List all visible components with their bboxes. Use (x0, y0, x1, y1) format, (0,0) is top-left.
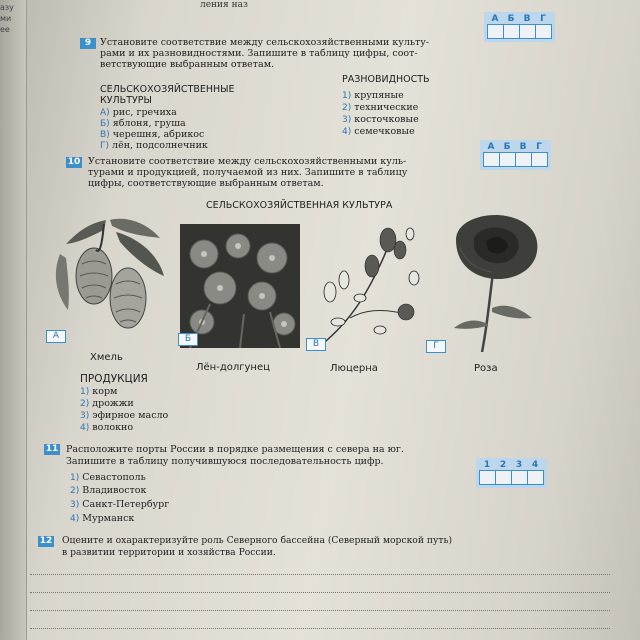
answer-column-label: 3 (515, 460, 523, 470)
cut-off-text: ления наз (200, 0, 248, 10)
q9-left-header: КУЛЬТУРЫ (100, 95, 152, 106)
answer-cell[interactable] (516, 153, 532, 166)
q10-products-header: ПРОДУКЦИЯ (80, 373, 148, 385)
q10-product-item: 1) корм (80, 386, 118, 397)
answer-cell[interactable] (528, 471, 543, 484)
q10-text-line: цифры, соответствующие выбранным ответам. (88, 178, 324, 189)
answer-cell[interactable] (496, 471, 512, 484)
q10-answer-table (480, 140, 551, 170)
answer-cell[interactable] (512, 471, 528, 484)
picture-caption: Роза (474, 363, 498, 374)
answer-column-label: В (523, 14, 531, 24)
q9-right-item: 4) семечковые (342, 126, 415, 137)
flax-photo (180, 224, 300, 348)
q9-left-item: Б) яблоня, груша (100, 118, 186, 129)
answer-column-label: 4 (531, 460, 539, 470)
q11-answer-table (476, 458, 547, 488)
q9-right-header: РАЗНОВИДНОСТЬ (342, 74, 430, 85)
q9-right-item: 2) технические (342, 102, 419, 113)
picture-label-c: В (306, 338, 326, 351)
answer-line[interactable] (30, 610, 610, 611)
q9-text-line: ветствующие выбранным ответам. (100, 59, 275, 70)
answer-column-label: А (487, 142, 495, 152)
answer-line[interactable] (30, 574, 610, 575)
q9-left-header: СЕЛЬСКОХОЗЯЙСТВЕННЫЕ (100, 84, 235, 95)
picture-caption: Лён-долгунец (196, 362, 270, 373)
q10-product-item: 3) эфирное масло (80, 410, 169, 421)
q11-port-item: 3) Санкт-Петербург (70, 499, 170, 510)
alfalfa-illustration (310, 222, 426, 350)
q11-text-line: Расположите порты России в порядке размещения с севера на юг. (66, 444, 404, 455)
q12-text-line: Оцените и охарактеризуйте роль Северного бассейна (Северный морской путь) (62, 535, 453, 546)
question-11-number: 11 (45, 444, 59, 454)
q11-port-item: 2) Владивосток (70, 485, 147, 496)
answer-column-label: Г (540, 14, 546, 24)
answer-column-label: Б (507, 14, 515, 24)
q9-left-item: В) черешня, абрикос (100, 129, 205, 140)
margin-fragment: азу (0, 3, 14, 12)
q9-right-item: 3) косточковые (342, 114, 419, 125)
answer-cell[interactable] (536, 25, 551, 38)
answer-column-label: Б (503, 142, 511, 152)
answer-line[interactable] (30, 628, 610, 629)
q9-right-item: 1) крупяные (342, 90, 404, 101)
answer-cell[interactable] (504, 25, 520, 38)
answer-cell[interactable] (484, 153, 500, 166)
answer-cell[interactable] (488, 25, 504, 38)
q11-text-line: Запишите в таблицу получившуюся последовательность цифр. (66, 456, 384, 467)
margin-fragment: ми (0, 14, 12, 23)
q12-text-line: в развитии территории и хозяйства России. (62, 547, 276, 558)
question-12-number: 12 (39, 536, 53, 546)
previous-page-edge (0, 0, 27, 640)
picture-caption: Люцерна (330, 363, 378, 374)
picture-label-a: А (46, 330, 66, 343)
q10-product-item: 4) волокно (80, 422, 134, 433)
q9-text-line: Установите соответствие между сельскохозяйственными культу- (100, 37, 430, 48)
question-10-number: 10 (67, 157, 81, 167)
margin-fragment: ее (0, 25, 10, 34)
answer-line[interactable] (30, 592, 610, 593)
picture-caption: Хмель (90, 352, 123, 363)
picture-label-d: Г (426, 340, 446, 353)
picture-label-b: Б (178, 333, 198, 346)
q10-text-line: турами и продукцией, получаемой из них. Запишите в таблицу (88, 167, 408, 178)
answer-column-label: А (491, 14, 499, 24)
q9-left-item: Г) лён, подсолнечник (100, 140, 208, 151)
answer-column-label: 2 (499, 460, 507, 470)
q11-port-item: 1) Севастополь (70, 472, 146, 483)
answer-column-label: Г (536, 142, 542, 152)
answer-cell[interactable] (532, 153, 547, 166)
q9-answer-table (484, 12, 555, 42)
q9-left-item: А) рис, гречиха (100, 107, 177, 118)
answer-cell[interactable] (520, 25, 536, 38)
q11-port-item: 4) Мурманск (70, 513, 135, 524)
q10-product-item: 2) дрожжи (80, 398, 134, 409)
hops-illustration (46, 214, 174, 348)
q9-text-line: рами и их разновидностями. Запишите в таблицу цифры, соот- (100, 48, 418, 59)
question-9-number: 9 (80, 38, 96, 49)
answer-cell[interactable] (500, 153, 516, 166)
q10-pictures-header: СЕЛЬСКОХОЗЯЙСТВЕННАЯ КУЛЬТУРА (206, 200, 393, 211)
q10-text-line: Установите соответствие между сельскохозяйственными куль- (88, 156, 407, 167)
answer-column-label: В (519, 142, 527, 152)
answer-column-label: 1 (483, 460, 491, 470)
rose-illustration (436, 212, 556, 352)
answer-cell[interactable] (480, 471, 496, 484)
